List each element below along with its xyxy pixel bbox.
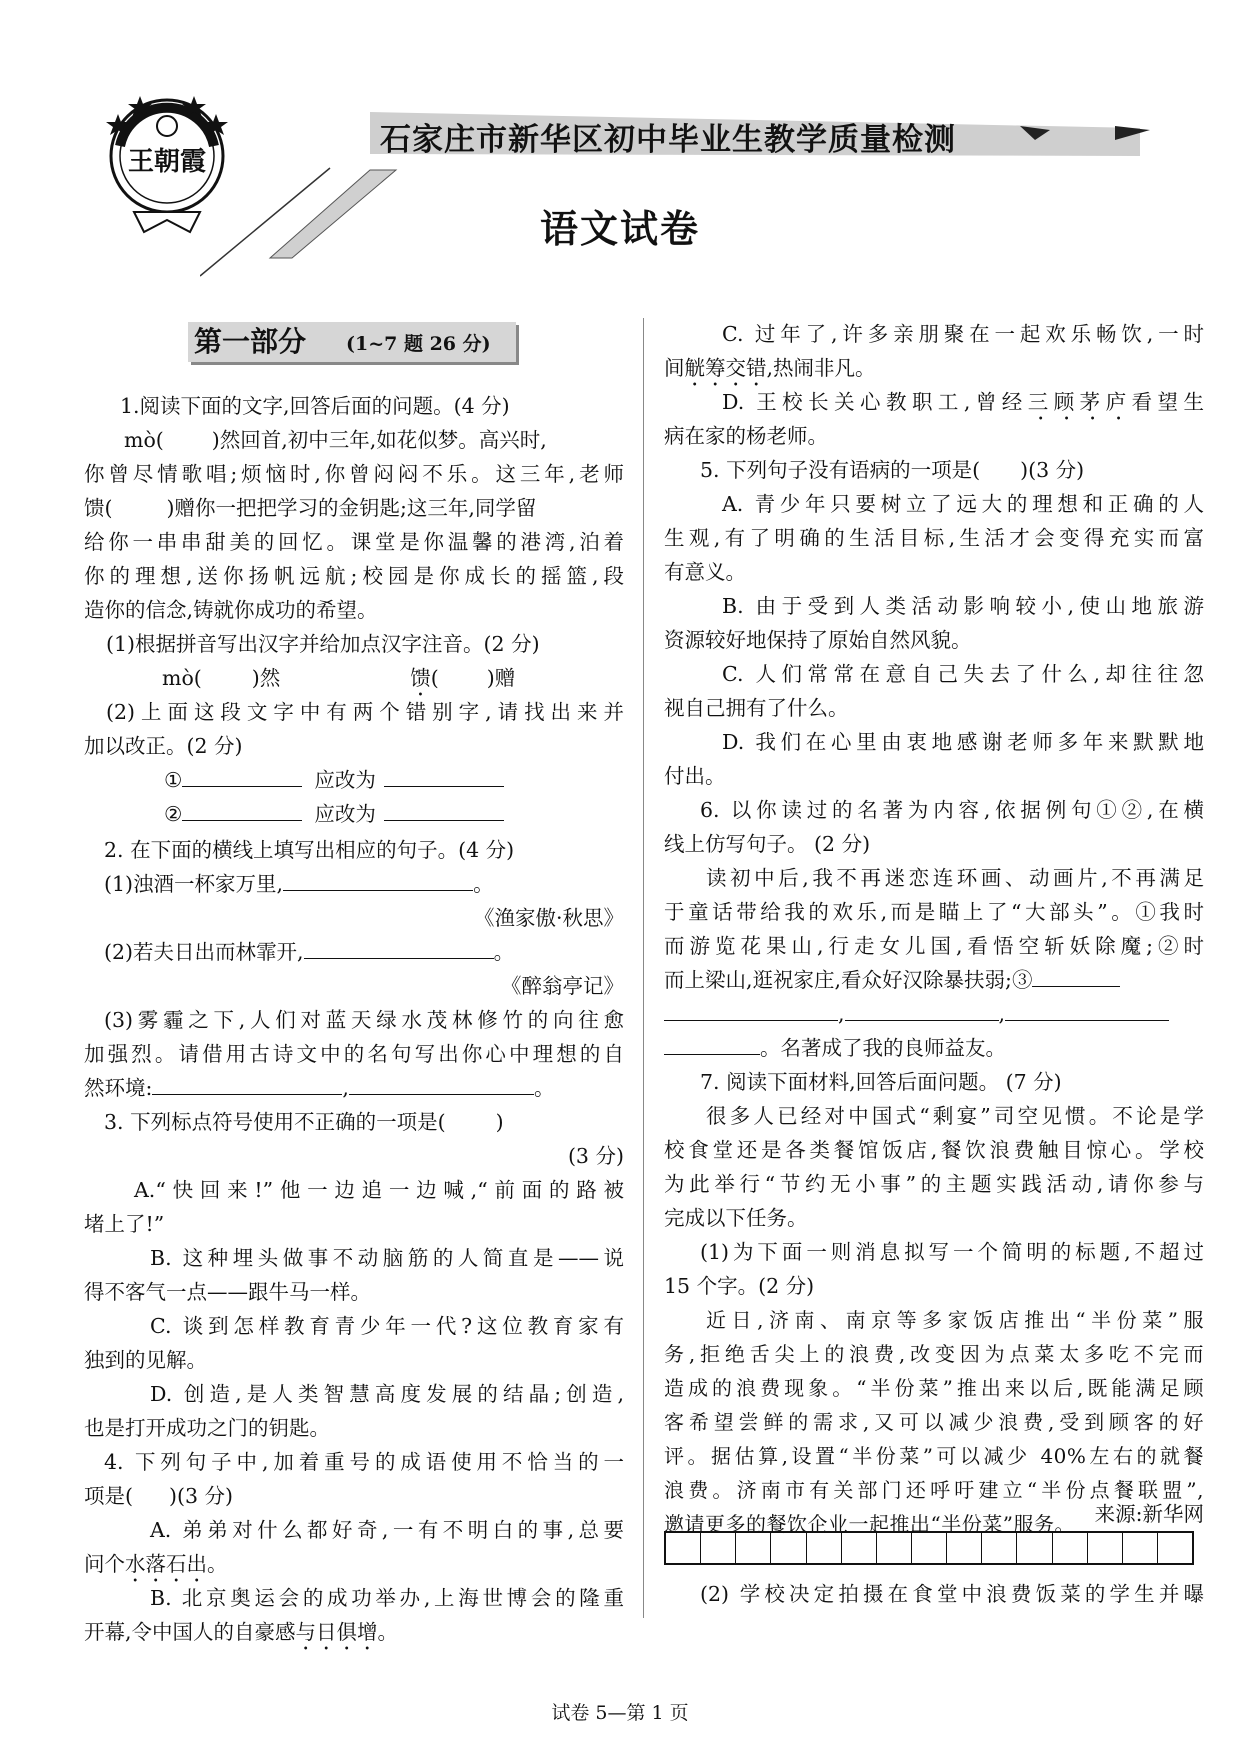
q6-blank-line bbox=[664, 1000, 1204, 1028]
pinyin-mo: mò( bbox=[124, 428, 164, 452]
text: 5. 下列句子没有语病的一项是( bbox=[700, 458, 981, 482]
q1-sub2: 加以改正。(2 分) bbox=[84, 734, 243, 758]
text: ① bbox=[164, 768, 183, 792]
text: , bbox=[998, 1002, 1006, 1026]
text: )赠 bbox=[486, 666, 516, 690]
emphasized-idiom: 与日俱增 bbox=[295, 1620, 378, 1644]
q1-sub2: (2)上面这段文字中有两个错别字,请找出来并 bbox=[106, 700, 624, 724]
answer-blank[interactable] bbox=[664, 1000, 838, 1021]
text: )(3 分) bbox=[1020, 458, 1085, 482]
news-text: 务,拒绝舌尖上的浪费,改变因为点菜太多吃不完而 bbox=[664, 1342, 1204, 1366]
text: ,热闹非凡。 bbox=[766, 356, 876, 380]
q1-passage-line: 你曾尽情歌唱;烦恼时,你曾闷闷不乐。这三年,老师 bbox=[84, 462, 624, 486]
text: 看望生 bbox=[1131, 390, 1205, 414]
text: , bbox=[838, 1002, 845, 1026]
answer-blank[interactable] bbox=[152, 1074, 342, 1095]
text: 馈( bbox=[84, 496, 113, 520]
logo-text: 王朝霞 bbox=[127, 147, 207, 177]
answer-blank[interactable] bbox=[304, 938, 494, 959]
text: 然环境: bbox=[84, 1076, 153, 1100]
q7-passage: 很多人已经对中国式“剩宴”司空见惯。不论是学 bbox=[706, 1104, 1204, 1128]
q4-option-c: C. 过年了,许多亲朋聚在一起欢乐畅饮,一时 bbox=[722, 322, 1204, 346]
answer-blank[interactable] bbox=[384, 766, 504, 787]
part-one-title: 第一部分 bbox=[194, 325, 307, 358]
header-title: 石家庄市新华区初中毕业生教学质量检测 bbox=[380, 122, 956, 158]
text: 。名著成了我的良师益友。 bbox=[760, 1036, 1006, 1060]
q5-option-c: C. 人们常常在意自己失去了什么,却往往忽 bbox=[722, 662, 1204, 686]
text: 3. 下列标点符号使用不正确的一项是( bbox=[104, 1110, 446, 1134]
text: D. 王校长关心教职工,曾经 bbox=[722, 390, 1028, 414]
text: 问个 bbox=[84, 1552, 125, 1576]
q2-sub3: (3)雾霾之下,人们对蓝天绿水茂林修竹的向往愈 bbox=[104, 1008, 624, 1032]
q4-stem bbox=[84, 1482, 624, 1510]
q6-stem: 线上仿写句子。 (2 分) bbox=[664, 832, 871, 856]
title-answer-grid[interactable] bbox=[664, 1531, 1194, 1565]
q5-option-b: B. 由于受到人类活动影响较小,使山地旅游 bbox=[722, 594, 1204, 618]
q7-passage: 完成以下任务。 bbox=[664, 1206, 808, 1230]
q5-option-b: 资源较好地保持了原始自然风貌。 bbox=[664, 628, 972, 652]
q5-option-d: D. 我们在心里由衷地感谢老师多年来默默地 bbox=[722, 730, 1204, 754]
q4-stem: 4. 下列句子中,加着重号的成语使用不恰当的一 bbox=[104, 1450, 624, 1474]
text: ② bbox=[164, 802, 183, 826]
q4-option-b bbox=[84, 1618, 624, 1655]
q1-passage-line bbox=[84, 494, 624, 522]
answer-blank[interactable] bbox=[1032, 966, 1120, 987]
text: 间 bbox=[664, 356, 685, 380]
text: 而上梁山,逛祝家庄,看众好汉除暴扶弱;③ bbox=[664, 968, 1033, 992]
q2-stem: 2. 在下面的横线上填写出相应的句子。(4 分) bbox=[104, 838, 515, 862]
text: 。 bbox=[473, 872, 494, 896]
q2-sub3: 加强烈。请借用古诗文中的名句写出你心中理想的自 bbox=[84, 1042, 624, 1066]
q6-passage: 而游览花果山,行走女儿国,看悟空斩妖除魔;②时 bbox=[664, 934, 1204, 958]
answer-blank[interactable] bbox=[283, 870, 473, 891]
text: )然回首,初中三年,如花似梦。高兴时, bbox=[211, 428, 547, 452]
q7-passage: 为此举行“节约无小事”的主题实践活动,请你参与 bbox=[664, 1172, 1204, 1196]
news-text: 造成的浪费现象。“半份菜”推出来以后,既能满足顾 bbox=[664, 1376, 1204, 1400]
q1-passage-line bbox=[84, 426, 624, 454]
q1-passage-line: 给你一串串甜美的回忆。课堂是你温馨的港湾,泊着 bbox=[84, 530, 624, 554]
answer-blank[interactable] bbox=[182, 766, 302, 787]
page-footer: 试卷 5—第 1 页 bbox=[551, 1702, 689, 1724]
text: mò( bbox=[162, 666, 202, 690]
q2-sub3 bbox=[84, 1074, 624, 1102]
q3-option-a: A.“快回来!”他一边追一边喊,“前面的路被 bbox=[134, 1178, 624, 1202]
answer-blank[interactable] bbox=[1005, 1000, 1169, 1021]
q3-option-a: 堵上了!” bbox=[84, 1212, 165, 1236]
news-text: 邀请更多的餐饮企业一起推出“半份菜”服务。 bbox=[664, 1512, 1075, 1536]
q3-stem bbox=[84, 1108, 624, 1136]
text: )赠你一把把学习的金钥匙;这三年,同学留 bbox=[166, 496, 537, 520]
emphasized-idiom: 觥筹交错 bbox=[684, 356, 767, 380]
q1-stem: 1.阅读下面的文字,回答后面的问题。(4 分) bbox=[120, 394, 510, 418]
text: , bbox=[342, 1076, 349, 1100]
answer-blank[interactable] bbox=[664, 1034, 760, 1055]
q7-sub2: (2) 学校决定拍摄在食堂中浪费饭菜的学生并曝 bbox=[700, 1582, 1204, 1606]
q2-sub1-source: 《渔家傲·秋思》 bbox=[473, 906, 624, 930]
fix-line-1 bbox=[84, 766, 624, 794]
answer-blank[interactable] bbox=[349, 1074, 534, 1095]
dotted-char: 馈 bbox=[410, 666, 431, 690]
part-one-subtitle: (1~7 题 26 分) bbox=[346, 333, 491, 355]
q3-score: (3 分) bbox=[567, 1144, 624, 1168]
q4-option-d: 病在家的杨老师。 bbox=[664, 424, 828, 448]
q7-passage: 校食堂还是各类餐馆饭店,餐饮浪费触目惊心。学校 bbox=[664, 1138, 1204, 1162]
paper-title: 语文试卷 bbox=[539, 206, 700, 251]
text: )然 bbox=[251, 666, 281, 690]
q3-option-c: C. 谈到怎样教育青少年一代?这位教育家有 bbox=[150, 1314, 624, 1338]
q4-option-d bbox=[664, 388, 1204, 425]
news-source: 来源:新华网 bbox=[1094, 1502, 1204, 1526]
q4-option-a: A. 弟弟对什么都好奇,一有不明白的事,总要 bbox=[150, 1518, 624, 1542]
q4-option-b: B. 北京奥运会的成功举办,上海世博会的隆重 bbox=[150, 1586, 624, 1610]
text: 开幕,令中国人的自豪感 bbox=[84, 1620, 296, 1644]
q6-passage bbox=[664, 966, 1204, 994]
q4-option-c bbox=[664, 354, 1204, 391]
q2-sub2-source: 《醉翁亭记》 bbox=[501, 974, 624, 998]
q7-sub1: (1)为下面一则消息拟写一个简明的标题,不超过 bbox=[700, 1240, 1204, 1264]
q7-sub1: 15 个字。(2 分) bbox=[664, 1274, 815, 1298]
text: 。 bbox=[207, 1552, 228, 1576]
news-text: 浪费。济南市有关部门还呼吁建立“半份点餐联盟”, bbox=[664, 1478, 1204, 1502]
q7-stem: 7. 阅读下面材料,回答后面问题。 (7 分) bbox=[700, 1070, 1062, 1094]
q6-passage: 读初中后,我不再迷恋连环画、动画片,不再满足 bbox=[706, 866, 1204, 890]
q5-option-c: 视自己拥有了什么。 bbox=[664, 696, 849, 720]
text: 。 bbox=[493, 940, 515, 964]
q1-sub1-answers bbox=[84, 664, 624, 701]
column-divider bbox=[643, 318, 644, 1618]
q6-passage: 于童话带给我的欢乐,而是瞄上了“大部头”。①我时 bbox=[664, 900, 1204, 924]
text: 应改为 bbox=[314, 802, 376, 826]
news-text: 客希望尝鲜的需求,又可以减少浪费,受到顾客的好 bbox=[664, 1410, 1204, 1434]
news-text: 近日,济南、南京等多家饭店推出“半份菜”服 bbox=[706, 1308, 1204, 1332]
answer-blank[interactable] bbox=[845, 1000, 999, 1021]
news-text: 评。据估算,设置“半份菜”可以减少 40%左右的就餐 bbox=[664, 1444, 1204, 1468]
text: 项是( bbox=[84, 1484, 133, 1508]
q1-passage-line: 造你的信念,铸就你成功的希望。 bbox=[84, 598, 378, 622]
emphasized-idiom: 三顾茅庐 bbox=[1027, 390, 1132, 414]
part-one-heading bbox=[188, 322, 516, 362]
q6-stem: 6. 以你读过的名著为内容,依据例句①②,在横 bbox=[700, 798, 1204, 822]
text: )(3 分) bbox=[169, 1484, 234, 1508]
emphasized-idiom: 水落石出 bbox=[125, 1552, 207, 1576]
answer-blank[interactable] bbox=[182, 800, 302, 821]
text: 应改为 bbox=[314, 768, 376, 792]
q4-option-a bbox=[84, 1550, 624, 1587]
q5-stem bbox=[664, 456, 1204, 484]
text: 。 bbox=[377, 1620, 399, 1644]
answer-blank[interactable] bbox=[384, 800, 504, 821]
text: (2)若夫日出而林霏开, bbox=[104, 940, 304, 964]
q5-option-a: 生观,有了明确的生活目标,生活才会变得充实而富 bbox=[664, 526, 1204, 550]
q2-sub1 bbox=[84, 870, 624, 898]
q3-option-b: 得不客气一点——跟牛马一样。 bbox=[84, 1280, 371, 1304]
q2-sub2 bbox=[84, 938, 624, 966]
text: 。 bbox=[533, 1076, 555, 1100]
text: ( bbox=[430, 666, 439, 690]
q3-option-d: 也是打开成功之门的钥匙。 bbox=[84, 1416, 330, 1440]
q5-option-a: 有意义。 bbox=[664, 560, 746, 584]
q1-sub1: (1)根据拼音写出汉字并给加点汉字注音。(2 分) bbox=[106, 632, 540, 656]
q3-option-b: B. 这种埋头做事不动脑筋的人简直是——说 bbox=[150, 1246, 624, 1270]
text: ) bbox=[495, 1110, 504, 1134]
text: (1)浊酒一杯家万里, bbox=[104, 872, 284, 896]
q6-end bbox=[664, 1034, 1204, 1062]
q5-option-a: A. 青少年只要树立了远大的理想和正确的人 bbox=[722, 492, 1204, 516]
q1-passage-line: 你的理想,送你扬帆远航;校园是你成长的摇篮,段 bbox=[84, 564, 624, 588]
fix-line-2 bbox=[84, 800, 624, 828]
q3-option-c: 独到的见解。 bbox=[84, 1348, 207, 1372]
q3-option-d: D. 创造,是人类智慧高度发展的结晶;创造, bbox=[150, 1382, 624, 1406]
q5-option-d: 付出。 bbox=[664, 764, 726, 788]
